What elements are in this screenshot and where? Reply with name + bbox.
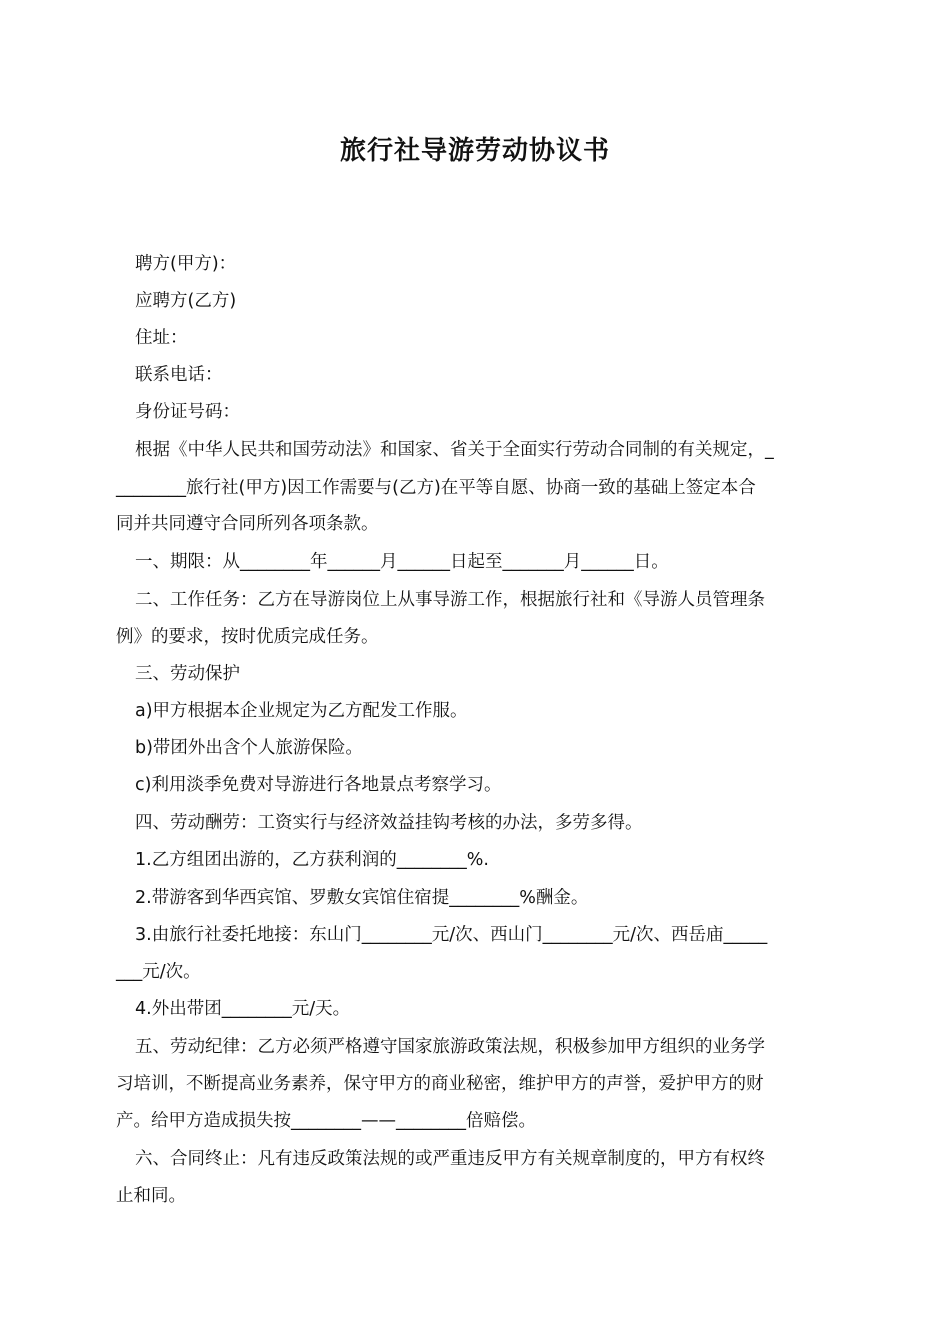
protection-item-b: b)带团外出含个人旅游保险。 (135, 738, 363, 758)
clause-duties-line-1: 二、工作任务：乙方在导游岗位上从事导游工作，根据旅行社和《导游人员管理条 (135, 590, 765, 610)
employer-field: 聘方(甲方)： (135, 254, 237, 274)
employee-field: 应聘方(乙方) (135, 291, 237, 311)
clause-protection: 三、劳动保护 (135, 664, 240, 684)
pay-item-4: 4.外出带团________元/天。 (135, 999, 351, 1019)
clause-pay: 四、劳动酬劳：工资实行与经济效益挂钩考核的办法，多劳多得。 (135, 813, 643, 833)
clause-discipline-line-2: 习培训，不断提高业务素养，保守甲方的商业秘密，维护甲方的声誉，爱护甲方的财 (116, 1074, 764, 1094)
protection-item-a: a)甲方根据本企业规定为乙方配发工作服。 (135, 701, 468, 721)
protection-item-c: c)利用淡季免费对导游进行各地景点考察学习。 (135, 775, 502, 795)
pay-item-2: 2.带游客到华西宾馆、罗敷女宾馆住宿提________%酬金。 (135, 888, 589, 908)
clause-termination-line-2: 止和同。 (116, 1186, 186, 1206)
id-number-field: 身份证号码： (135, 402, 240, 422)
clause-discipline-line-3: 产。给甲方造成损失按________——________倍赔偿。 (116, 1111, 536, 1131)
pay-item-3-line-2: ___元/次。 (116, 962, 201, 982)
pay-item-1: 1.乙方组团出游的，乙方获利润的________%. (135, 850, 489, 870)
clause-term: 一、期限：从________年______月______日起至_______月______日。 (135, 552, 669, 572)
clause-termination-line-1: 六、合同终止：凡有违反政策法规的或严重违反甲方有关规章制度的，甲方有权终 (135, 1149, 765, 1169)
address-field: 住址： (135, 328, 188, 348)
document-title: 旅行社导游劳动协议书 (339, 136, 610, 166)
phone-field: 联系电话： (135, 365, 223, 385)
clause-duties-line-2: 例》的要求，按时优质完成任务。 (116, 627, 379, 647)
pay-item-3-line-1: 3.由旅行社委托地接：东山门________元/次、西山门________元/次、西岳庙_____ (135, 925, 768, 945)
preamble-line-1: 根据《中华人民共和国劳动法》和国家、省关于全面实行劳动合同制的有关规定，_ (135, 440, 774, 460)
preamble-line-3: 同并共同遵守合同所列各项条款。 (116, 514, 379, 534)
preamble-line-2: ________旅行社(甲方)因工作需要与(乙方)在平等自愿、协商一致的基础上签定本合 (116, 478, 756, 498)
clause-discipline-line-1: 五、劳动纪律：乙方必须严格遵守国家旅游政策法规，积极参加甲方组织的业务学 (135, 1037, 765, 1057)
